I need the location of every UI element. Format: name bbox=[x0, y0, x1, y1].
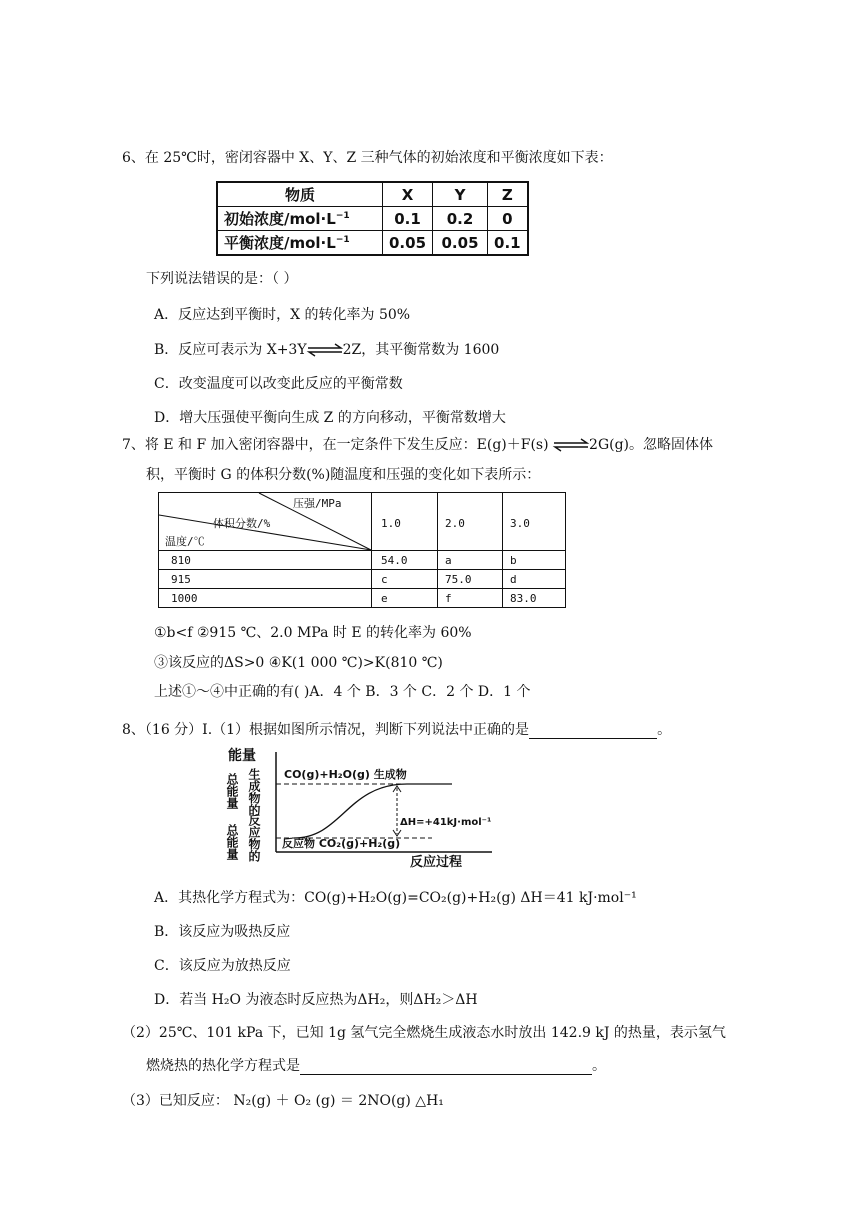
q8-part2-line1: （2）25℃、101 kPa 下，已知 1g 氢气完全燃烧生成液态水时放出 142.9 kJ 的热量，表示氢气 bbox=[122, 1025, 726, 1041]
q8-option-d: D．若当 H₂O 为液态时反应热为ΔH₂，则ΔH₂＞ΔH bbox=[154, 992, 478, 1008]
q6-option-c: C．改变温度可以改变此反应的平衡常数 bbox=[154, 376, 403, 392]
table-cell: 0.1 bbox=[488, 231, 528, 256]
react-total-label: 总能量 bbox=[225, 824, 239, 860]
table-cell: 75.0 bbox=[445, 573, 472, 586]
q6-option-d: D．增大压强使平衡向生成 Z 的方向移动，平衡常数增大 bbox=[154, 410, 506, 426]
corner-pressure-label: 压强/MPa bbox=[293, 497, 342, 510]
y-axis-title: 能量 bbox=[228, 748, 256, 764]
table-header-row bbox=[217, 182, 528, 207]
q7-line2: 积，平衡时 G 的体积分数(%)随温度和压强的变化如下表所示： bbox=[146, 467, 541, 483]
pressure-header: 3.0 bbox=[510, 517, 530, 530]
q6-option-b: B．反应可表示为 X+3Y 2Z，其平衡常数为 1600 bbox=[154, 342, 500, 358]
q6-prompt: 下列说法错误的是：（ ） bbox=[146, 271, 298, 287]
q7-volume-fraction-table bbox=[158, 492, 566, 608]
table-cell: 54.0 bbox=[381, 554, 408, 567]
table-row-label: 初始浓度$/mol\cdot L^{-1}$ bbox=[217, 207, 383, 231]
table-header-cell: X bbox=[383, 182, 433, 207]
prod-total-label: 总能量 bbox=[225, 773, 239, 809]
table-cell: b bbox=[510, 554, 517, 567]
table-cell: 0.05 bbox=[433, 231, 488, 256]
bottom-level-text: 反应物 CO₂(g)+H₂(g) bbox=[282, 837, 401, 850]
table-cell: e bbox=[381, 592, 388, 605]
energy-diagram bbox=[225, 746, 532, 870]
q6-option-a: A．反应达到平衡时，X 的转化率为 50% bbox=[154, 307, 411, 323]
q8-option-c: C．该反应为放热反应 bbox=[154, 958, 291, 974]
table-header-cell: 物质 bbox=[217, 182, 383, 207]
q8-part2-line2: 燃烧热的热化学方程式是 。 bbox=[146, 1058, 606, 1074]
answer-blank[interactable] bbox=[300, 1060, 592, 1075]
table-header-cell: Z bbox=[488, 182, 528, 207]
table-cell: 0 bbox=[488, 207, 528, 231]
q8-stem: 8、（16 分）Ⅰ.（1）根据如图所示情况，判断下列说法中正确的是 。 bbox=[122, 722, 672, 738]
answer-blank[interactable] bbox=[529, 724, 657, 739]
table-cell: 0.2 bbox=[433, 207, 488, 231]
pressure-header: 2.0 bbox=[445, 517, 465, 530]
q7-statement-1: ①b<f ②915 ℃、2.0 MPa 时 E 的转化率为 60% bbox=[154, 625, 472, 641]
table-cell: 0.05 bbox=[383, 231, 433, 256]
table-row bbox=[217, 231, 528, 256]
top-level-text: CO(g)+H₂O(g) 生成物 bbox=[284, 768, 407, 781]
corner-temp-label: 温度/℃ bbox=[165, 535, 205, 548]
q8-option-b: B．该反应为吸热反应 bbox=[154, 924, 291, 940]
temp-cell: 810 bbox=[171, 554, 191, 567]
table-cell: d bbox=[510, 573, 517, 586]
temp-cell: 915 bbox=[171, 573, 191, 586]
q7-line1: 7、将 E 和 F 加入密闭容器中，在一定条件下发生反应：E(g)＋F(s) 2G(g)。忽略固体体 bbox=[122, 437, 714, 453]
q6-concentration-table bbox=[216, 181, 529, 256]
temp-cell: 1000 bbox=[171, 592, 198, 605]
corner-fraction-label: 体积分数/% bbox=[213, 517, 271, 530]
x-axis-title: 反应过程 bbox=[410, 855, 463, 870]
table-row bbox=[217, 207, 528, 231]
pressure-header: 1.0 bbox=[381, 517, 401, 530]
q6-stem: 6、在 25℃时，密闭容器中 X、Y、Z 三种气体的初始浓度和平衡浓度如下表： bbox=[122, 150, 613, 166]
equilibrium-arrow-icon bbox=[307, 344, 343, 356]
q7-statement-2: ③该反应的ΔS>0 ④K(1 000 ℃)>K(810 ℃) bbox=[154, 655, 443, 671]
equilibrium-arrow-icon bbox=[553, 439, 589, 451]
q8-option-a: A．其热化学方程式为：CO(g)+H₂O(g)=CO₂(g)+H₂(g) ΔH＝41 kJ·mol⁻¹ bbox=[154, 890, 637, 906]
table-cell: 0.1 bbox=[383, 207, 433, 231]
table-cell: f bbox=[445, 592, 452, 605]
prod-label: 生成物的 bbox=[247, 768, 261, 816]
react-label: 反应物的 bbox=[247, 814, 261, 862]
table-row-label: 平衡浓度$/mol\cdot L^{-1}$ bbox=[217, 231, 383, 256]
table-header-cell: Y bbox=[433, 182, 488, 207]
q7-choices: 上述①～④中正确的有( )A．4 个 B．3 个 C．2 个 D．1 个 bbox=[154, 684, 531, 700]
table-cell: a bbox=[445, 554, 452, 567]
table-cell: 83.0 bbox=[510, 592, 537, 605]
table-cell: c bbox=[381, 573, 388, 586]
delta-h-label: ΔH=+41kJ·mol⁻¹ bbox=[400, 817, 492, 828]
q8-part3: （3）已知反应： N₂(g) ＋ O₂ (g) ＝ 2NO(g) △H₁ bbox=[122, 1093, 444, 1109]
